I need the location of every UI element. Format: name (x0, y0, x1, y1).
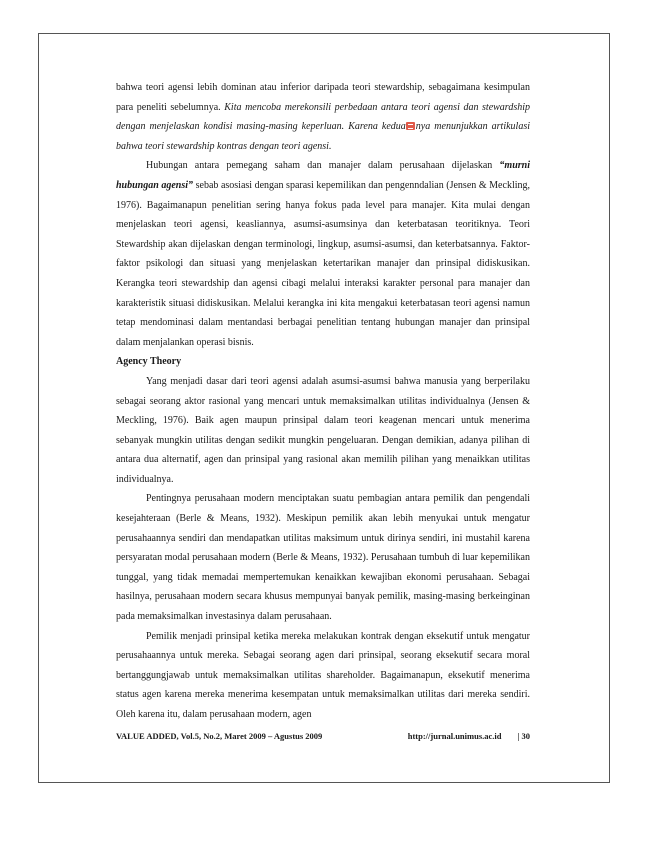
document-body (116, 78, 530, 725)
paragraph-1-italic-a: Kita mencoba merekonsili perbedaan antara teori agensi dan stewardship dengan menjelaskan kondisi masing-masing keperluan. Karena kedua (116, 101, 531, 133)
paragraph-2-rest: sebab asosiasi dengan sparasi kepemilikan dan pengenndalian (Jensen & Meckling, 1976). Bagaimanapun penelitian sering hanya fokus pada level para manajer. Kita mulai dengan menjelaskan teori agensi, keasliannya, asumsi-asumsinya dan keterbatasan teoritiknya. Teori Stewardship akan dijelaskan dengan terminologi, lingkup, asumsi-asumsi, dan keterbatsannya. Faktor-faktor psikologi dan situasi yang menjelaskan ketertarikan manajer dan prinsipal didiskusikan. Kerangka teori stewardship dan agensi cibagi melalui interaksi karakter personal para manajer dan karakteristik situasi didiskusikan. Melalui kerangka ini kita mengakui keterbatasan teori agensi namun tetap mendominasi dalam mentandasi berbagai penelitian tentang hubungan manajer dan prinsipal dalam menjalankan operasi bisnis. (116, 179, 530, 348)
paragraph-3: Yang menjadi dasar dari teori agensi adalah asumsi-asumsi bahwa manusia yang berperilaku sebagai seorang aktor rasional yang mencari untuk memaksimalkan utilitas individualnya (Jensen & Meckling, 1976). Baik agen maupun prinsipal dalam teori keagenan mencari untuk menerima sebanyak mungkin utilitas dengan sedikit mungkin pengeluaran. Dengan demikian, adanya pilihan di antara dua alternatif, agen dan prinsipal yang rasional akan memilih pilihan yang menaikkan utilitas individualnya. (116, 375, 530, 485)
paragraph-5: Pemilik menjadi prinsipal ketika mereka melakukan kontrak dengan eksekutif untuk mengatur perusahaannya untuk mereka. Sebagai seorang agen dari prinsipal, seorang eksekutif secara moral bertanggungjawab untuk memaksimalkan utilitas shareholder. Bagaimanapun, eksekutif menerima status agen karena mereka menerima kesempatan untuk memaksimalkan utilitas dari mereka sendiri. Oleh karena itu, dalam perusahaan modern, agen (116, 630, 530, 720)
footer-page-number: | 30 (517, 731, 530, 741)
paragraph-4: Pentingnya perusahaan modern menciptakan suatu pembagian antara pemilik dan pengendali kesejahteraan (Berle & Means, 1932). Meskipun pemilik akan lebih menyukai untuk mengatur perusahaannya sendiri dan mendapatkan utilitas maksimum untuk dirinya sendiri, ini mustahil karena persyaratan modal perusahaan modern (Berle & Means, 1932). Perusahaan tumbuh di luar kepemilikan tunggal, yang tidak memadai mempertemukan kenaikkan kewajiban ekonomi perusahaan. Sebagai hasilnya, perusahaan modern secara khusus mempunyai banyak pemilik, masing-masing berkeinginan pada memaksimalkan investasinya dalam perusahaan. (116, 493, 530, 623)
paragraph-2-term: “murni hubungan agensi” (116, 160, 530, 191)
footer-journal: VALUE ADDED, Vol.5, No.2, Maret 2009 – Agustus 2009 (116, 731, 323, 741)
paragraph-1-italic-b: nya menunjukkan artikulasi bahwa teori stewardship kontras dengan teori agensi. (116, 121, 530, 152)
comment-icon[interactable] (406, 122, 415, 130)
paragraph-1-intro: bahwa teori agensi lebih dominan atau inferior daripada teori stewardship, sebagaimana kesimpulan para peneliti sebelumnya. (116, 82, 530, 113)
paragraph-2 (116, 156, 530, 352)
paragraph-2-lead: Hubungan antara pemegang saham dan manajer dalam perusahaan dijelaskan (146, 160, 500, 172)
page-footer (116, 731, 530, 741)
footer-url[interactable]: http://jurnal.unimus.ac.id (407, 731, 502, 741)
paragraph-1 (116, 78, 530, 156)
section-heading: Agency Theory (116, 356, 182, 368)
